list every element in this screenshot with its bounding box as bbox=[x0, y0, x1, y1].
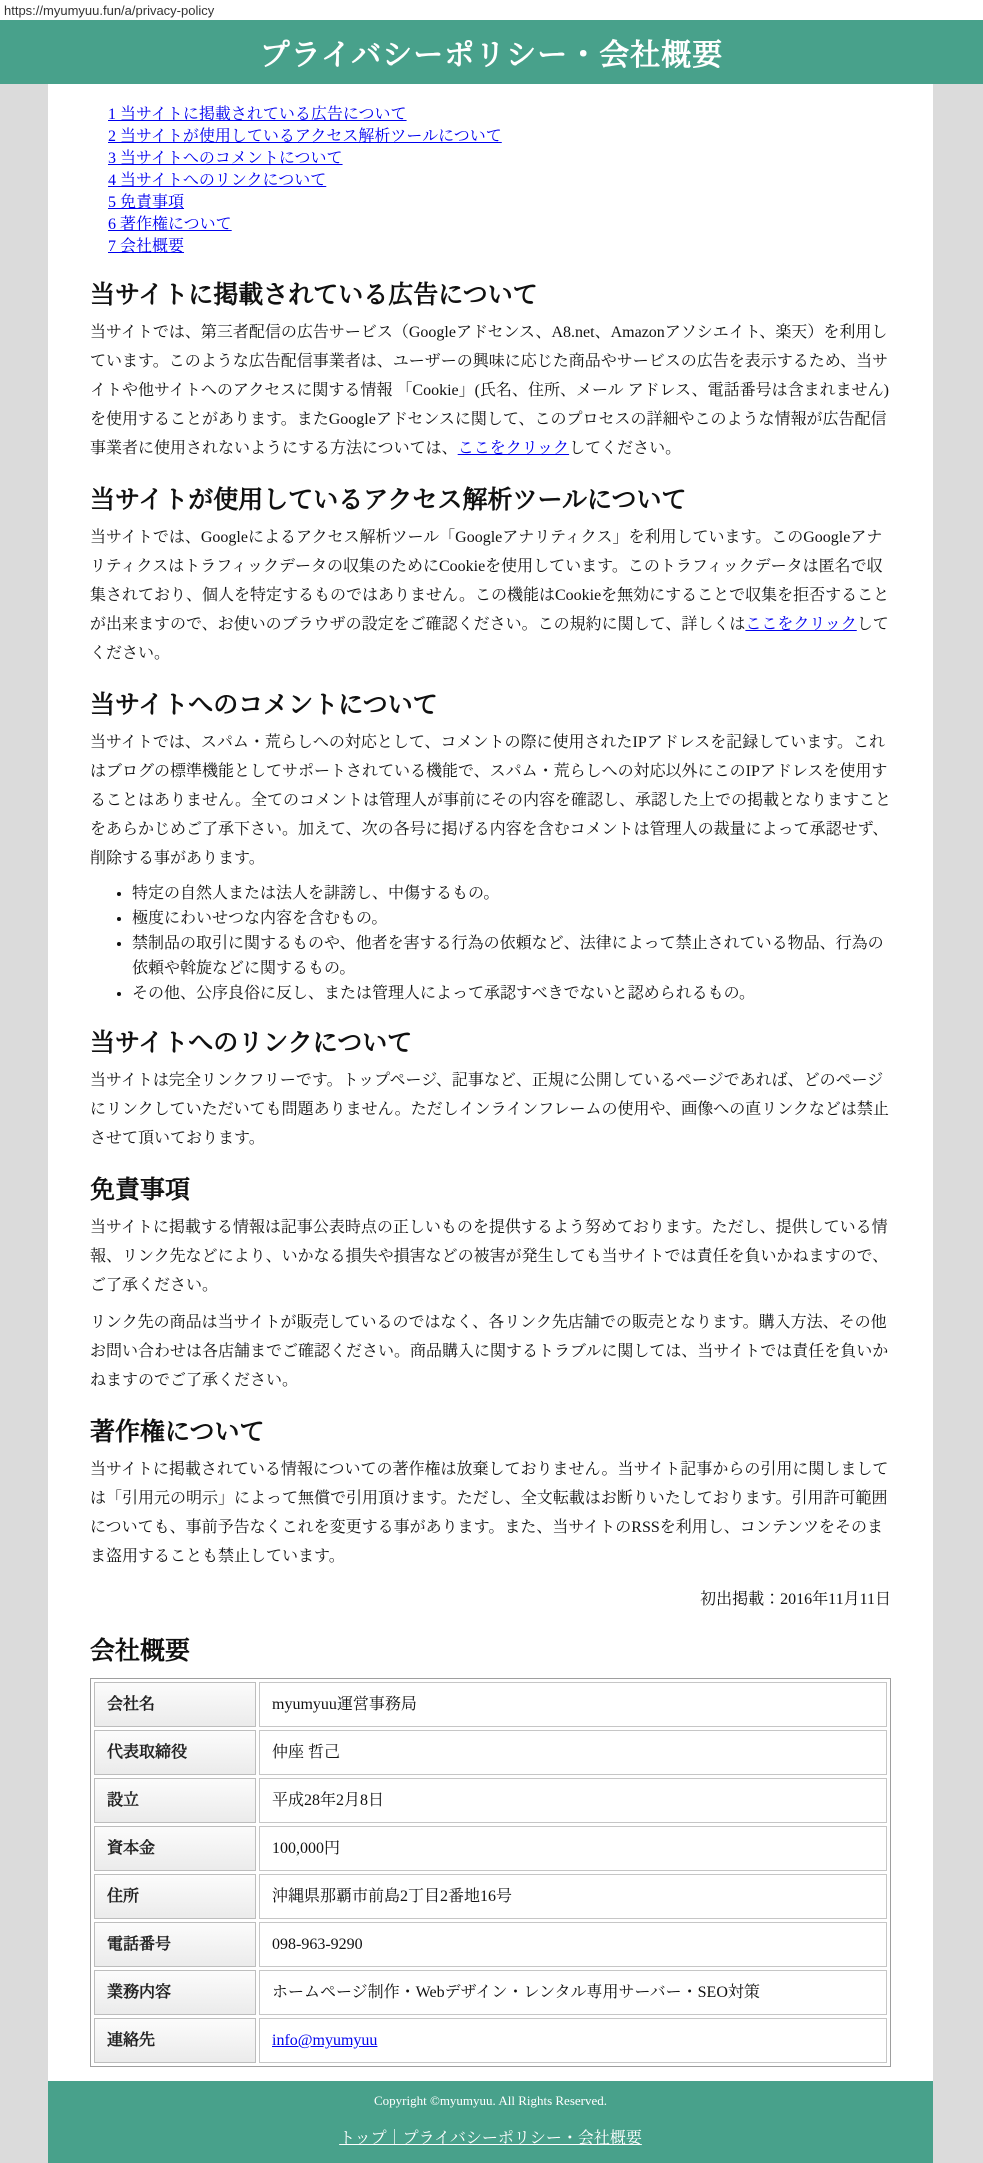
content-area bbox=[48, 84, 933, 2081]
toc-link-link-policy[interactable]: 4 当サイトへのリンクについて bbox=[108, 172, 327, 189]
section-company bbox=[90, 1636, 891, 2067]
row-label-ceo: 代表取締役 bbox=[94, 1730, 256, 1775]
row-value-business: ホームページ制作・Webデザイン・レンタル専用サーバー・SEO対策 bbox=[259, 1970, 887, 2015]
page-header-banner bbox=[0, 20, 983, 84]
list-item: • 極度にわいせつな内容を含むもの。 bbox=[132, 906, 891, 931]
section-disclaimer-paragraph-1: 当サイトに掲載する情報は記事公表時点の正しいものを提供するよう努めております。ただし、提供している情報、リンク先などにより、いかなる損失や損害などの被害が発生しても当サイトでは責任を負いかねますので、ご了承ください。 bbox=[90, 1219, 889, 1294]
row-label-established: 設立 bbox=[94, 1778, 256, 1823]
page-title: プライバシーポリシー・会社概要 bbox=[259, 39, 724, 72]
section-company-heading: 会社概要 bbox=[90, 1637, 191, 1665]
toc-link-analytics[interactable]: 2 当サイトが使用しているアクセス解析ツールについて bbox=[108, 128, 502, 145]
table-row bbox=[94, 1778, 887, 1823]
section-comments-heading: 当サイトへのコメントについて bbox=[90, 691, 438, 719]
row-label-address: 住所 bbox=[94, 1874, 256, 1919]
table-row bbox=[94, 1826, 887, 1871]
list-item: • 禁制品の取引に関するものや、他者を害する行為の依頼など、法律によって禁止されている物品、行為の依頼や斡旋などに関するもの。 bbox=[132, 931, 891, 981]
row-value-contact bbox=[259, 2018, 887, 2063]
section-analytics-paragraph bbox=[90, 523, 891, 668]
table-of-contents bbox=[108, 104, 891, 258]
table-row bbox=[94, 1874, 887, 1919]
footer-nav-link[interactable]: トップ｜プライバシーポリシー・会社概要 bbox=[339, 2130, 642, 2147]
company-info-table bbox=[90, 1678, 891, 2067]
toc-link-company[interactable]: 7 会社概要 bbox=[108, 238, 185, 255]
table-row bbox=[94, 2018, 887, 2063]
row-label-business: 業務内容 bbox=[94, 1970, 256, 2015]
section-link-policy bbox=[90, 1028, 891, 1153]
ads-optout-link[interactable]: ここをクリック bbox=[457, 440, 570, 457]
section-comments-paragraph: 当サイトでは、スパム・荒らしへの対応として、コメントの際に使用されたIPアドレスを記録しています。これはブログの標準機能としてサポートされている機能で、スパム・荒らしへの対応以外にこのIPアドレスを使用することはありません。全てのコメントは管理人が事前にその内容を確認し、承認した上での掲載となりますことをあらかじめご了承下さい。加えて、次の各号に掲げる内容を含むコメントは管理人の裁量によって承認せず、削除する事があります。 bbox=[90, 734, 891, 867]
toc-link-comments[interactable]: 3 当サイトへのコメントについて bbox=[108, 150, 343, 167]
list-item: • 特定の自然人または法人を誹謗し、中傷するもの。 bbox=[132, 881, 891, 906]
page-footer bbox=[48, 2081, 933, 2163]
row-label-capital: 資本金 bbox=[94, 1826, 256, 1871]
section-link-policy-paragraph: 当サイトは完全リンクフリーです。トップページ、記事など、正規に公開しているページであれば、どのページにリンクしていただいても問題ありません。ただしインラインフレームの使用や、画像への直リンクなどは禁止させて頂いております。 bbox=[90, 1072, 889, 1147]
section-ads-paragraph bbox=[90, 318, 891, 463]
row-value-phone: 098-963-9290 bbox=[259, 1922, 887, 1967]
section-disclaimer-paragraph-2: リンク先の商品は当サイトが販売しているのではなく、各リンク先店舗での販売となります。購入方法、その他お問い合わせは各店舗までご確認ください。商品購入に関するトラブルに関しては、当サイトでは責任を負いかねますのでご了承ください。 bbox=[90, 1314, 889, 1389]
section-disclaimer-heading: 免責事項 bbox=[90, 1176, 191, 1204]
section-analytics-heading: 当サイトが使用しているアクセス解析ツールについて bbox=[90, 486, 687, 514]
table-row bbox=[94, 1730, 887, 1775]
row-value-address: 沖縄県那覇市前島2丁目2番地16号 bbox=[259, 1874, 887, 1919]
contact-email-link[interactable]: info@myumyuu bbox=[272, 2032, 378, 2049]
section-ads-heading: 当サイトに掲載されている広告について bbox=[90, 281, 538, 309]
browser-url-bar[interactable] bbox=[0, 0, 983, 20]
section-ads-text-before: 当サイトでは、第三者配信の広告サービス（Googleアドセンス、A8.net、Amazonアソシエイト、楽天）を利用しています。このような広告配信事業者は、ユーザーの興味に応じた商品やサービスの広告を表示するため、当サイトや他サイトへのアクセスに関する情報 「Cookie」(氏名、住所、メール アドレス、電話番号は含まれません) を使用することがあります。またGoogleアドセンスに関して、このプロセスの詳細やこのような情報が広告配信事業者に使用されないようにする方法については、 bbox=[90, 324, 889, 457]
table-row bbox=[94, 1970, 887, 2015]
row-label-phone: 電話番号 bbox=[94, 1922, 256, 1967]
row-label-company-name: 会社名 bbox=[94, 1682, 256, 1727]
toc-link-copyright[interactable]: 6 著作権について bbox=[108, 216, 232, 233]
section-disclaimer bbox=[90, 1175, 891, 1395]
toc-link-ads[interactable]: 1 当サイトに掲載されている広告について bbox=[108, 106, 407, 123]
row-value-ceo: 仲座 哲己 bbox=[259, 1730, 887, 1775]
list-item: • その他、公序良俗に反し、または管理人によって承認すべきでないと認められるもの。 bbox=[132, 981, 891, 1006]
analytics-terms-link[interactable]: ここをクリック bbox=[745, 616, 857, 633]
row-value-established: 平成28年2月8日 bbox=[259, 1778, 887, 1823]
section-link-policy-heading: 当サイトへのリンクについて bbox=[90, 1029, 413, 1057]
section-analytics bbox=[90, 485, 891, 668]
toc-link-disclaimer[interactable]: 5 免責事項 bbox=[108, 194, 185, 211]
table-row bbox=[94, 1922, 887, 1967]
section-ads-text-after: してください。 bbox=[569, 440, 682, 457]
section-ads bbox=[90, 280, 891, 463]
section-analytics-text-before: 当サイトでは、Googleによるアクセス解析ツール「Googleアナリティクス」を利用しています。このGoogleアナリティクスはトラフィックデータの収集のためにCookieを使用しています。このトラフィックデータは匿名で収集されており、個人を特定するものではありません。この機能はCookieを無効にすることで収集を拒否することが出来ますので、お使いのブラウザの設定をご確認ください。この規約に関して、詳しくは bbox=[90, 529, 890, 633]
copyright-text: Copyright ©myumyuu. All Rights Reserved. bbox=[373, 2093, 608, 2108]
browser-url-text: https://myumyuu.fun/a/privacy-policy bbox=[4, 3, 215, 18]
section-copyright bbox=[90, 1417, 891, 1614]
table-row bbox=[94, 1682, 887, 1727]
comment-rules-list bbox=[90, 881, 891, 1006]
row-value-capital: 100,000円 bbox=[259, 1826, 887, 1871]
section-copyright-paragraph: 当サイトに掲載されている情報についての著作権は放棄しておりません。当サイト記事からの引用に関しましては「引用元の明示」によって無償で引用頂けます。ただし、全文転載はお断りいたしております。引用許可範囲についても、事前予告なくこれを変更する事があります。また、当サイトのRSSを利用し、コンテンツをそのまま盗用することも禁止しています。 bbox=[90, 1461, 889, 1565]
first-published-date: 初出掲載：2016年11月11日 bbox=[700, 1591, 891, 1608]
row-label-contact: 連絡先 bbox=[94, 2018, 256, 2063]
section-comments bbox=[90, 690, 891, 1006]
section-copyright-heading: 著作権について bbox=[90, 1418, 265, 1446]
section-analytics-text-after: してください。 bbox=[90, 616, 889, 662]
row-value-company-name: myumyuu運営事務局 bbox=[259, 1682, 887, 1727]
